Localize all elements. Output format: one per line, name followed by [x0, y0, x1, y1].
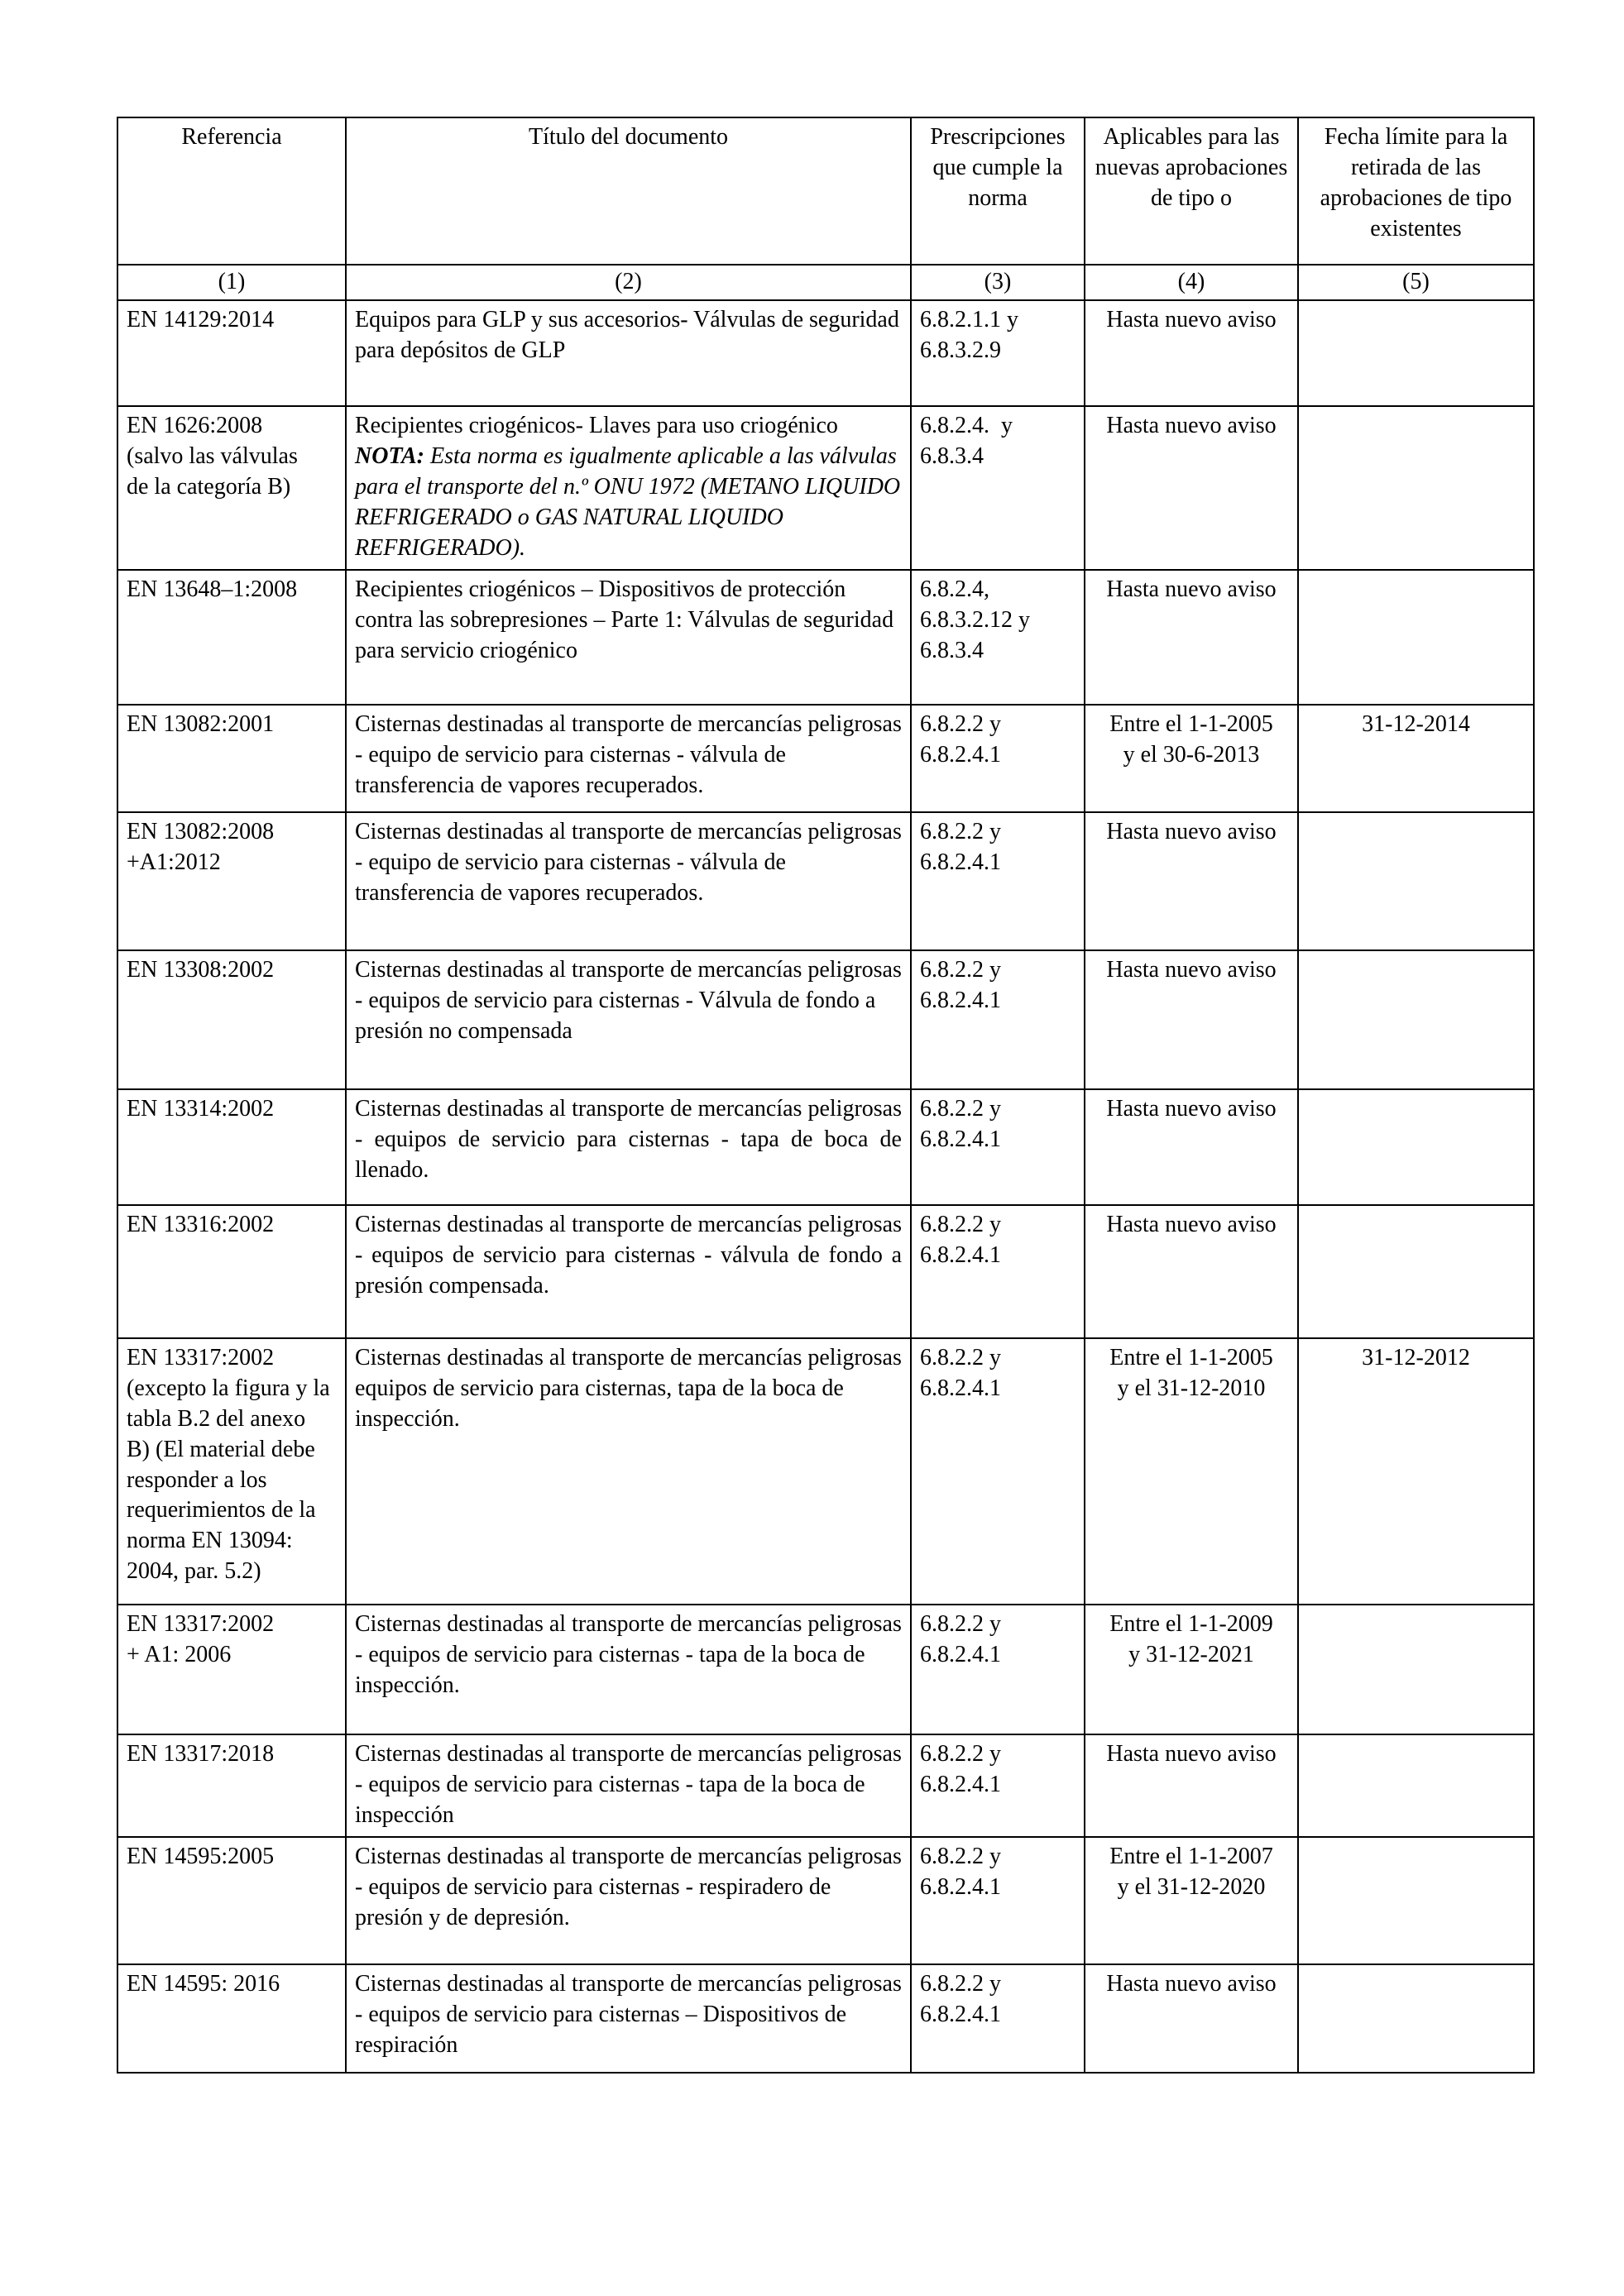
cell-aplicables [1085, 1605, 1298, 1734]
header-fecha-limite: Fecha límite para la retirada de las aprobaciones de tipo existentes [1298, 117, 1534, 265]
cell-referencia [117, 1605, 346, 1734]
referencia-line: 2004, par. 5.2) [127, 1558, 261, 1585]
header-aplicables-text: Aplicables para las nuevas aprobaciones de tipo o [1095, 124, 1288, 211]
referencia-line: (salvo las válvulas [127, 442, 298, 469]
referencia-line: tabla B.2 del anexo [127, 1405, 306, 1432]
prescripcion-line: 6.8.3.4 [920, 442, 984, 469]
prescripcion-line: 6.8.2.2 y [920, 1970, 1001, 1997]
cell-referencia [117, 1089, 346, 1205]
prescripcion-line: 6.8.2.4.1 [920, 849, 1001, 875]
cell-fecha-limite [1298, 812, 1534, 950]
titulo-text: Recipientes criogénicos- Llaves para uso criogénico [355, 412, 838, 438]
aplicables-line: Entre el 1-1-2005 [1109, 710, 1273, 737]
referencia-line: EN 13082:2001 [127, 710, 275, 737]
cell-prescripciones [911, 570, 1085, 705]
cell-referencia [117, 705, 346, 812]
cell-fecha-limite [1298, 1734, 1534, 1837]
table-row [117, 1837, 1534, 1964]
cell-aplicables [1085, 705, 1298, 812]
cell-referencia [117, 1734, 346, 1837]
cell-titulo: Cisternas destinadas al transporte de mercancías peligrosas - equipos de servicio para cisternas - Válvula de fondo a presión no compensada [346, 950, 911, 1089]
column-number: (4) [1085, 265, 1298, 300]
referencia-line: EN 13082:2008 [127, 818, 275, 844]
cell-aplicables [1085, 1734, 1298, 1837]
referencia-line: EN 13648–1:2008 [127, 576, 298, 602]
prescripcion-line: 6.8.2.4.1 [920, 1375, 1001, 1401]
cell-referencia [117, 570, 346, 705]
header-referencia: Referencia [117, 117, 346, 265]
cell-aplicables [1085, 1205, 1298, 1338]
referencia-line: EN 14595: 2016 [127, 1970, 280, 1997]
cell-prescripciones [911, 812, 1085, 950]
cell-fecha-limite [1298, 570, 1534, 705]
cell-aplicables [1085, 1837, 1298, 1964]
nota-label: NOTA: [355, 442, 424, 469]
cell-aplicables [1085, 1964, 1298, 2073]
table-row [117, 406, 1534, 570]
referencia-line: EN 13308:2002 [127, 956, 275, 983]
referencia-line: EN 13316:2002 [127, 1211, 275, 1237]
aplicables-line: Hasta nuevo aviso [1106, 576, 1277, 602]
cell-aplicables [1085, 1089, 1298, 1205]
referencia-line: EN 13317:2018 [127, 1740, 275, 1767]
aplicables-line: y el 31-12-2020 [1117, 1873, 1266, 1900]
cell-titulo: Recipientes criogénicos – Dispositivos de protección contra las sobrepresiones – Parte 1: Válvulas de seguridad para servicio criogénico [346, 570, 911, 705]
table-row [117, 1734, 1534, 1837]
cell-titulo: Cisternas destinadas al transporte de mercancías peligrosas - equipos de servicio para cisternas - tapa de la boca de inspección [346, 1734, 911, 1837]
prescripcion-line: 6.8.2.4. y [920, 412, 1013, 438]
cell-prescripciones [911, 1089, 1085, 1205]
prescripcion-line: 6.8.2.4.1 [920, 1126, 1001, 1152]
referencia-line: EN 13317:2002 [127, 1344, 275, 1370]
cell-referencia [117, 1964, 346, 2073]
prescripcion-line: 6.8.2.4, [920, 576, 989, 602]
prescripcion-line: 6.8.2.4.1 [920, 987, 1001, 1013]
column-number-row [117, 265, 1534, 300]
prescripcion-line: 6.8.2.1.1 y [920, 306, 1018, 332]
aplicables-line: Hasta nuevo aviso [1106, 956, 1277, 983]
cell-aplicables [1085, 812, 1298, 950]
cell-referencia [117, 1338, 346, 1605]
cell-titulo: Cisternas destinadas al transporte de mercancías peligrosas - equipos de servicio para cisternas - válvula de fondo a presión compensada. [346, 1205, 911, 1338]
cell-titulo: Cisternas destinadas al transporte de mercancías peligrosas - equipos de servicio para cisternas - tapa de la boca de inspección. [346, 1605, 911, 1734]
nota [355, 442, 902, 564]
referencia-line: B) (El material debe [127, 1436, 315, 1462]
cell-prescripciones [911, 406, 1085, 570]
cell-aplicables [1085, 1338, 1298, 1605]
cell-titulo: Cisternas destinadas al transporte de mercancías peligrosas equipos de servicio para cisternas, tapa de la boca de inspección. [346, 1338, 911, 1605]
table-row [117, 1338, 1534, 1605]
cell-aplicables [1085, 406, 1298, 570]
prescripcion-line: 6.8.2.4.1 [920, 1241, 1001, 1268]
prescripcion-line: 6.8.2.2 y [920, 1610, 1001, 1637]
cell-fecha-limite [1298, 1964, 1534, 2073]
nota-text: Esta norma es igualmente aplicable a las válvulas para el transporte del n.º ONU 1972 (METANO LIQUIDO REFRIGERADO o GAS NATURAL LIQUIDO REFRIGERADO). [355, 442, 901, 561]
table-row [117, 1964, 1534, 2073]
cell-titulo: Cisternas destinadas al transporte de mercancías peligrosas - equipo de servicio para cisternas - válvula de transferencia de vapores recuperados. [346, 812, 911, 950]
referencia-line: norma EN 13094: [127, 1528, 293, 1554]
aplicables-line: Entre el 1-1-2007 [1109, 1843, 1273, 1869]
referencia-line: de la categoría B) [127, 473, 291, 500]
prescripcion-line: 6.8.2.2 y [920, 1211, 1001, 1237]
cell-titulo: Cisternas destinadas al transporte de mercancías peligrosas - equipos de servicio para cisternas - tapa de boca de llenado. [346, 1089, 911, 1205]
cell-referencia [117, 950, 346, 1089]
cell-titulo [346, 406, 911, 570]
cell-fecha-limite [1298, 950, 1534, 1089]
cell-prescripciones [911, 300, 1085, 406]
cell-referencia [117, 812, 346, 950]
cell-prescripciones [911, 1605, 1085, 1734]
prescripcion-line: 6.8.2.4.1 [920, 1641, 1001, 1667]
table-row [117, 705, 1534, 812]
aplicables-line: Hasta nuevo aviso [1106, 1970, 1277, 1997]
referencia-line: EN 13314:2002 [127, 1095, 275, 1122]
cell-prescripciones [911, 1734, 1085, 1837]
referencia-line: requerimientos de la [127, 1497, 316, 1523]
prescripcion-line: 6.8.2.4.1 [920, 741, 1001, 768]
cell-prescripciones [911, 1837, 1085, 1964]
cell-aplicables [1085, 950, 1298, 1089]
header-row [117, 117, 1534, 265]
table-row [117, 812, 1534, 950]
prescripcion-line: 6.8.2.2 y [920, 1740, 1001, 1767]
aplicables-line: Entre el 1-1-2005 [1109, 1344, 1273, 1370]
prescripcion-line: 6.8.2.2 y [920, 1095, 1001, 1122]
aplicables-line: Hasta nuevo aviso [1106, 1095, 1277, 1122]
aplicables-line: Hasta nuevo aviso [1106, 1211, 1277, 1237]
referencia-line: (excepto la figura y la [127, 1375, 330, 1401]
cell-fecha-limite [1298, 1605, 1534, 1734]
aplicables-line: y 31-12-2021 [1128, 1641, 1254, 1667]
header-aplicables [1085, 117, 1298, 265]
column-number: (2) [346, 265, 911, 300]
aplicables-line: Hasta nuevo aviso [1106, 412, 1277, 438]
cell-prescripciones [911, 1205, 1085, 1338]
aplicables-line: Hasta nuevo aviso [1106, 1740, 1277, 1767]
cell-titulo: Cisternas destinadas al transporte de mercancías peligrosas - equipos de servicio para cisternas – Dispositivos de respiración [346, 1964, 911, 2073]
table-row [117, 1605, 1534, 1734]
prescripcion-line: 6.8.3.4 [920, 637, 984, 663]
prescripcion-line: 6.8.2.2 y [920, 818, 1001, 844]
referencia-line: EN 1626:2008 [127, 412, 263, 438]
prescripcion-line: 6.8.2.4.1 [920, 2001, 1001, 2027]
cell-referencia [117, 406, 346, 570]
aplicables-line: Entre el 1-1-2009 [1109, 1610, 1273, 1637]
cell-fecha-limite [1298, 406, 1534, 570]
table-row [117, 1089, 1534, 1205]
referencia-line: EN 13317:2002 [127, 1610, 275, 1637]
cell-aplicables [1085, 300, 1298, 406]
cell-referencia [117, 1205, 346, 1338]
aplicables-line: y el 30-6-2013 [1123, 741, 1260, 768]
prescripcion-line: 6.8.3.2.12 y [920, 606, 1030, 633]
cell-titulo: Cisternas destinadas al transporte de mercancías peligrosas - equipos de servicio para cisternas - respiradero de presión y de depresión. [346, 1837, 911, 1964]
referencia-line: + A1: 2006 [127, 1641, 232, 1667]
cell-fecha-limite [1298, 1089, 1534, 1205]
aplicables-line: Hasta nuevo aviso [1106, 306, 1277, 332]
prescripcion-line: 6.8.2.4.1 [920, 1771, 1001, 1797]
prescripcion-line: 6.8.2.2 y [920, 1843, 1001, 1869]
cell-referencia [117, 300, 346, 406]
table-row [117, 570, 1534, 705]
column-number: (1) [117, 265, 346, 300]
cell-titulo: Cisternas destinadas al transporte de mercancías peligrosas - equipo de servicio para cisternas - válvula de transferencia de vapores recuperados. [346, 705, 911, 812]
aplicables-line: y el 31-12-2010 [1117, 1375, 1266, 1401]
cell-prescripciones [911, 1338, 1085, 1605]
referencia-line: EN 14129:2014 [127, 306, 275, 332]
header-titulo: Título del documento [346, 117, 911, 265]
prescripcion-line: 6.8.2.4.1 [920, 1873, 1001, 1900]
aplicables-line: Hasta nuevo aviso [1106, 818, 1277, 844]
cell-fecha-limite [1298, 300, 1534, 406]
standards-table [117, 117, 1535, 2074]
referencia-line: responder a los [127, 1466, 267, 1493]
cell-fecha-limite: 31-12-2012 [1298, 1338, 1534, 1605]
cell-prescripciones [911, 950, 1085, 1089]
table-row [117, 1205, 1534, 1338]
cell-fecha-limite [1298, 1205, 1534, 1338]
table-row [117, 300, 1534, 406]
table-row [117, 950, 1534, 1089]
prescripcion-line: 6.8.2.2 y [920, 710, 1001, 737]
column-number: (3) [911, 265, 1085, 300]
cell-referencia [117, 1837, 346, 1964]
column-number: (5) [1298, 265, 1534, 300]
prescripcion-line: 6.8.3.2.9 [920, 337, 1001, 363]
cell-prescripciones [911, 705, 1085, 812]
prescripcion-line: 6.8.2.2 y [920, 1344, 1001, 1370]
table-body [117, 300, 1534, 2073]
cell-titulo: Equipos para GLP y sus accesorios- Válvulas de seguridad para depósitos de GLP [346, 300, 911, 406]
referencia-line: EN 14595:2005 [127, 1843, 275, 1869]
cell-aplicables [1085, 570, 1298, 705]
cell-prescripciones [911, 1964, 1085, 2073]
prescripcion-line: 6.8.2.2 y [920, 956, 1001, 983]
cell-fecha-limite: 31-12-2014 [1298, 705, 1534, 812]
header-prescripciones: Prescripciones que cumple la norma [911, 117, 1085, 265]
cell-fecha-limite [1298, 1837, 1534, 1964]
referencia-line: +A1:2012 [127, 849, 221, 875]
